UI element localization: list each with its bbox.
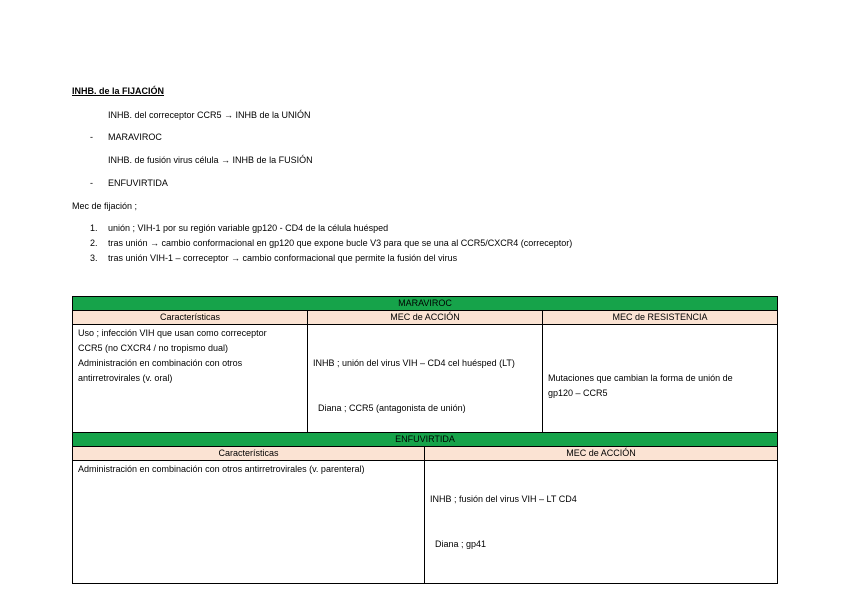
enfuvirtida-title: ENFUVIRTIDA bbox=[73, 433, 778, 447]
step-text: tras unión VIH-1 – correceptor → cambio conformacional que permite la fusión del virus bbox=[108, 253, 458, 263]
header-mec-accion: MEC de ACCIÓN bbox=[425, 447, 778, 461]
maraviroc-caracteristicas-cell bbox=[73, 325, 308, 448]
bullet-maraviroc: MARAVIROC bbox=[108, 132, 162, 142]
enfuvirtida-mec-accion-cell bbox=[425, 461, 778, 584]
cell-line: gp120 – CCR5 bbox=[548, 388, 608, 398]
maraviroc-mec-accion-cell bbox=[308, 325, 543, 448]
cell-line: Mutaciones que cambian la forma de unión de bbox=[548, 373, 733, 383]
cell-line: INHB ; unión del virus VIH – CD4 cel huésped (LT) bbox=[313, 358, 515, 368]
step-number: 2. bbox=[90, 238, 98, 248]
cell-line: antirretrovirales (v. oral) bbox=[78, 373, 173, 383]
header-caracteristicas: Características bbox=[73, 447, 425, 461]
subline-ccr5: INHB. del correceptor CCR5 → INHB de la UNIÓN bbox=[108, 110, 311, 120]
maraviroc-mec-resistencia-cell bbox=[543, 325, 778, 448]
header-caracteristicas: Características bbox=[73, 311, 308, 325]
cell-line: Administración en combinación con otros antirretrovirales (v. parenteral) bbox=[78, 464, 365, 474]
header-mec-resistencia: MEC de RESISTENCIA bbox=[543, 311, 778, 325]
enfuvirtida-caracteristicas-cell bbox=[73, 461, 425, 584]
bullet-dash: - bbox=[90, 132, 93, 142]
cell-line: Diana ; gp41 bbox=[430, 539, 487, 549]
cell-line: Administración en combinación con otros bbox=[78, 358, 243, 368]
cell-line: CCR5 (no CXCR4 / no tropismo dual) bbox=[78, 343, 229, 353]
cell-line: INHB ; fusión del virus VIH – LT CD4 bbox=[430, 494, 577, 504]
maraviroc-table bbox=[72, 296, 778, 448]
bullet-enfuvirtida: ENFUVIRTIDA bbox=[108, 178, 168, 188]
cell-line: Diana ; CCR5 (antagonista de unión) bbox=[313, 403, 466, 413]
step-text: unión ; VIH-1 por su región variable gp120 - CD4 de la célula huésped bbox=[108, 223, 389, 233]
section-heading: INHB. de la FIJACIÓN bbox=[72, 86, 165, 96]
enfuvirtida-table bbox=[72, 432, 778, 584]
step-text: tras unión → cambio conformacional en gp120 que expone bucle V3 para que se una al CCR5/CXCR4 (correceptor) bbox=[108, 238, 573, 248]
maraviroc-title: MARAVIROC bbox=[73, 297, 778, 311]
step-number: 1. bbox=[90, 223, 98, 233]
step-number: 3. bbox=[90, 253, 98, 263]
bullet-dash: - bbox=[90, 178, 93, 188]
subline-fusion: INHB. de fusión virus célula → INHB de la FUSIÓN bbox=[108, 155, 313, 165]
header-mec-accion: MEC de ACCIÓN bbox=[308, 311, 543, 325]
mec-title: Mec de fijación ; bbox=[72, 201, 138, 211]
cell-line: Uso ; infección VIH que usan como correceptor bbox=[78, 328, 267, 338]
